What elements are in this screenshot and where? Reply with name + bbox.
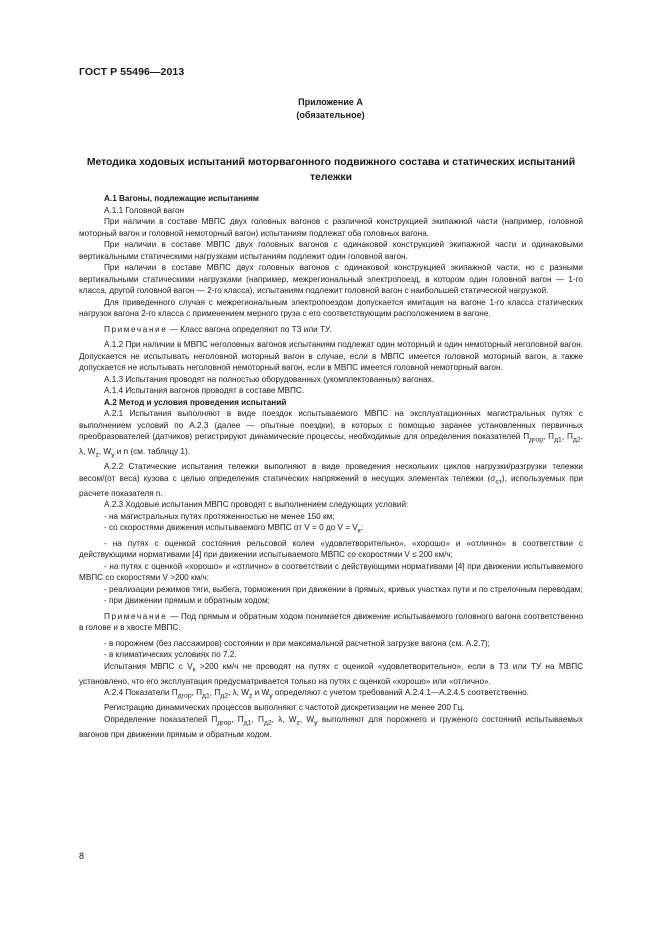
subscript: дгор (177, 692, 192, 700)
paragraph: Регистрацию динамических процессов выполняют с частотой дискретизации не менее 200 Гц. (104, 703, 465, 713)
note-label: Примечание (104, 324, 168, 334)
text-run: ), используемых при расчете показателя n. (79, 473, 583, 498)
subscript: д2 (220, 692, 229, 700)
subscript: дгор (529, 436, 544, 444)
text-run: А.2.4 Показатели П (104, 688, 178, 698)
subscript: д1 (554, 436, 562, 444)
text-run: , П (231, 714, 244, 724)
text-run: , λ, W (79, 432, 583, 457)
text-run: ; (360, 523, 364, 533)
text-run: - со скоростями движения испытываемого МВПС от V = 0 до V = V (104, 523, 358, 533)
text-run: , П (543, 432, 555, 441)
paragraph (79, 687, 583, 702)
subscript: ст (495, 478, 502, 486)
text-run: Испытания МВПС с V (104, 661, 193, 671)
paragraph: При наличии в составе МВПС двух головных вагонов с одинаковой конструкцией экипажной части, но с разными вертикальными статическими нагрузками (например, межрегиональный электропоезд, в котором один головной вагон — 1-го класса, другой головной вагон — 2-го класса), испытаниям подлежит головной вагон с наибольшей статической нагрузкой. (79, 263, 583, 295)
appendix-title: Методика ходовых испытаний моторвагонного подвижного состава и статических испытаний тележки (86, 157, 576, 183)
text-run: , W (98, 447, 112, 457)
subscript: z (248, 692, 253, 700)
subscript: y (111, 451, 115, 459)
text-run: определяют с учетом требований А.2.4.1—А.2.4.5 соответственно. (272, 688, 529, 698)
list-item: - на путях с оценкой состояния рельсовой колеи «удовлетворительно», «хорошо» и «отлично» в соответствии с действующими нормативами [4] при движении испытываемого МВПС со скоростями V ≤ 200 км/ч; (79, 538, 583, 560)
text-run: А.2.1 Испытания выполняют в виде поездок испытываемого МВПС на эксплуатационных магистральных путях с выполнением условий по А.2.3 (далее — опытные поездки), в которых с помощью заранее установленных первичных преобразователей (датчиков) регистрируют динамические процессы, необходимые для определения показателей П (79, 409, 583, 441)
list-item: - в климатических условиях по 7.2. (104, 650, 237, 660)
paragraph: А.1.3 Испытания проводят на полностью оборудованных (укомплектованных) вагонах. (104, 374, 434, 384)
note (79, 324, 583, 336)
subscript: z (95, 451, 99, 459)
standard-code: ГОСТ Р 55496—2013 (79, 66, 185, 78)
note-label: Примечание (104, 611, 168, 621)
subscript: д2 (263, 719, 272, 727)
subscript: z (296, 719, 300, 727)
list-item: - реализации режимов тяги, выбега, торможения при движении в прямых, кривых участках пути и по стрелочным переводам; (104, 584, 583, 594)
paragraph: При наличии в составе МВПС двух головных вагонов с одинаковой конструкцией экипажной части и одинаковыми вертикальными статическими нагрузками испытаниям подлежит один головной вагон. (79, 240, 583, 261)
note (79, 611, 583, 634)
text-run: , П (191, 688, 202, 698)
text-run: , П (251, 714, 264, 724)
text-run: , W (299, 714, 315, 724)
section-heading: А.1 Вагоны, подлежащие испытаниям (104, 194, 259, 203)
subscript: y (269, 692, 273, 700)
paragraph: А.1.4 Испытания вагонов проводят в составе МВПС. (104, 386, 305, 395)
page-number: 8 (79, 851, 85, 861)
subscript: д1 (243, 719, 252, 727)
text-run: , П (209, 688, 221, 698)
text-run: А.2.2 Статические испытания тележки выполняют в виде проведения нескольких циклов нагрузки/разгрузки тележки весом/(от веса) кузова с целью определения статических напряжений в несущих элементах тележки (σ (79, 462, 583, 483)
paragraph: Для приведенного случая с межрегиональным электропоездом допускается имитация на вагоне 1-го класса статических нагрузок вагона 2-го класса с применением мерного груза с его соответствующим расположением в вагоне. (79, 297, 583, 318)
appendix-label: Приложение А (298, 97, 363, 107)
note-text: — Под прямым и обратным ходом понимается движение испытываемого головного вагона соответственно в голове и в хвосте МВПС. (79, 611, 583, 633)
document-body (79, 193, 583, 740)
appendix-status: (обязательное) (296, 110, 365, 120)
text-run: и n (см. таблицу 1). (114, 447, 190, 457)
text-run: , λ, W (228, 688, 249, 698)
list-item (79, 522, 583, 537)
subscript: д1 (202, 692, 210, 700)
list-item: - при движении прямым и обратным ходом; (104, 596, 270, 606)
subscript: д2 (572, 436, 581, 444)
paragraph (79, 408, 583, 461)
list-item: - на магистральных путях протяженностью не менее 150 км; (104, 511, 335, 521)
list-item: - в порожнем (без пассажиров) состоянии и при максимальной расчетной загрузке вагона (см. А.2.7); (104, 638, 490, 648)
subscript: дгор (217, 719, 232, 727)
paragraph: А.2.3 Ходовые испытания МВПС проводят с выполнением следующих условий: (104, 500, 409, 510)
subscript: к (357, 528, 361, 536)
paragraph: При наличии в составе МВПС двух головных вагонов с различной конструкцией экипажной части (например, головной моторный вагон и головной немоторный вагон) испытаниям подлежат оба головных вагона. (79, 217, 583, 238)
paragraph: А.1.2 При наличии в МВПС неголовных вагонов испытаниям подлежат один моторный и один немоторный неголовной вагон. Допускается не испытывать неголовной моторный вагон в случае, если в МВПС имеется головной моторный вагон, а также допускается не испытывать неголовной немоторный вагон, если в МВПС имеется головной немоторный вагон. (79, 340, 583, 372)
paragraph (79, 661, 583, 688)
paragraph (79, 461, 583, 499)
paragraph (79, 714, 583, 741)
section-heading: А.2 Метод и условия проведения испытаний (104, 397, 287, 407)
text-run: , П (561, 432, 573, 441)
note-text: — Класс вагона определяют по ТЗ или ТУ. (169, 324, 332, 334)
text-run: >200 км/ч не проводят на путях с оценкой «удовлетворительно», если в ТЗ или ТУ на МВПС установлено, что его эксплуатация предусматривается только на путях с оценкой «хорошо» или «отлично». (79, 661, 583, 686)
text-run: , λ, W (271, 714, 297, 724)
subsection-heading: А.1.1 Головной вагон (104, 205, 185, 215)
list-item: - на путях с оценкой «хорошо» и «отлично» в соответствии с действующими нормативами [4] при движении испытываемого МВПС со скоростями V >200 км/ч; (79, 561, 583, 583)
subscript: y (314, 719, 318, 727)
text-run: выполняют для порожнего и груженого состояний испытываемых вагонов при движении прямым и обратным ходом. (79, 714, 584, 739)
text-run: Определение показателей П (104, 714, 218, 724)
text-run: и W (252, 688, 270, 698)
subscript: к (192, 666, 196, 674)
